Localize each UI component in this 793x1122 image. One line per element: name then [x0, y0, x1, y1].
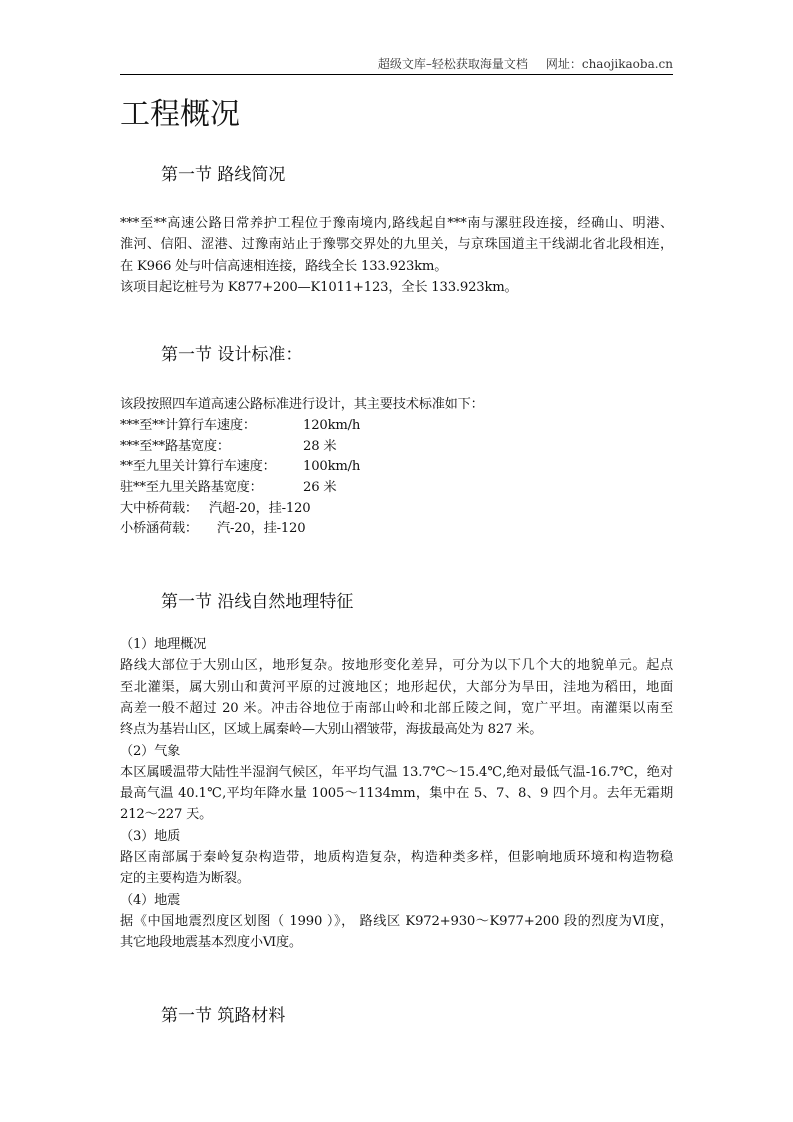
text-line: 定的主要构造为断裂。 — [120, 871, 250, 887]
standard-row — [120, 519, 673, 540]
text-line: 高差一般不超过 20 米。冲击谷地位于南部山岭和北部丘陵之间，宽广平坦。南灌渠以南至 — [120, 701, 673, 716]
text-line: 最高气温 40.1℃,平均年降水量 1005～1134mm，集中在 5、7、8、9 四个月。去年无霜期 — [120, 786, 673, 802]
standard-label: 驻**至九里关路基宽度： — [120, 480, 263, 495]
standard-row — [120, 457, 673, 478]
standard-value: 汽超-20，挂-120 — [209, 500, 311, 516]
text-line: 终点为基岩山区，区域上属秦岭—大别山褶皱带，海拔最高处为 827 米。 — [120, 722, 543, 738]
standard-row — [120, 478, 673, 499]
text-line: 路线大部位于大别山区，地形复杂。按地形变化差异，可分为以下几个大的地貌单元。起点 — [120, 658, 673, 674]
text-line: 据《中国地震烈度区划图（ 1990 ）》， 路线区 K972+930～K977+200 段的烈度为Ⅵ度， — [120, 913, 673, 929]
text-line: 212～227 天。 — [120, 807, 213, 823]
standard-value: 汽-20，挂-120 — [217, 521, 306, 537]
header-rule — [120, 74, 673, 75]
text-line: （1）地理概况 — [120, 637, 207, 653]
text-line: 在 K966 处与叶信高速相连接，路线全长 133.923km。 — [120, 258, 448, 274]
standard-value: 100km/h — [303, 459, 361, 475]
text-line: （3）地质 — [120, 828, 181, 844]
section-geography-body — [120, 634, 673, 953]
header-url: 网址：chaojikaoba.cn — [545, 57, 673, 71]
section-heading-route: 第一节 路线简况 — [161, 165, 286, 185]
standard-value: 28 米 — [303, 438, 337, 454]
page-title: 工程概况 — [120, 97, 240, 132]
document-page — [120, 0, 673, 1028]
section-route-body — [120, 213, 673, 298]
standards-intro: 该段按照四车道高速公路标准进行设计，其主要技术标准如下： — [120, 397, 484, 413]
section-standards-body — [120, 395, 673, 540]
text-line: （4）地震 — [120, 892, 181, 908]
page-header — [120, 56, 673, 72]
standard-label: 大中桥荷载： — [120, 500, 198, 516]
text-line: 本区属暖温带大陆性半湿润气候区，年平均气温 13.7℃～15.4℃,绝对最低气温-16.7℃，绝对 — [120, 764, 673, 780]
text-line: 路区南部属于秦岭复杂构造带，地质构造复杂，构造种类多样，但影响地质环境和构造物稳 — [120, 850, 673, 866]
text-line: （2）气象 — [120, 743, 181, 759]
text-line: 淮河、信阳、涩港、过豫南站止于豫鄂交界处的九里关，与京珠国道主干线湖北省北段相连， — [120, 237, 673, 253]
standard-label: **至九里关计算行车速度： — [120, 459, 276, 475]
standard-value: 120km/h — [303, 417, 361, 433]
section-heading-geography: 第一节 沿线自然地理特征 — [161, 592, 354, 613]
text-line: 该项目起讫桩号为 K877+200—K1011+123，全长 133.923km。 — [120, 279, 518, 295]
standard-row — [120, 499, 673, 520]
standard-row — [120, 416, 673, 437]
header-site: 超级文库–轻松获取海量文档 — [377, 57, 528, 71]
text-line: 其它地段地震基本烈度小Ⅵ度。 — [120, 935, 302, 951]
standard-label: 小桥涵荷载： — [120, 521, 198, 537]
text-line: ***至**高速公路日常养护工程位于豫南境内,路线起自***南与漯驻段连接，经确山、明港、 — [120, 216, 673, 231]
standard-label: ***至**路基宽度： — [120, 438, 230, 454]
standard-row — [120, 437, 673, 458]
standard-value: 26 米 — [303, 480, 337, 495]
text-line: 至北灌渠，属大别山和黄河平原的过渡地区；地形起伏，大部分为旱田，洼地为稻田，地面 — [120, 679, 673, 695]
section-heading-standards: 第一节 设计标准： — [161, 345, 303, 366]
standard-label: ***至**计算行车速度： — [120, 417, 256, 433]
section-heading-materials: 第一节 筑路材料 — [161, 1005, 286, 1026]
